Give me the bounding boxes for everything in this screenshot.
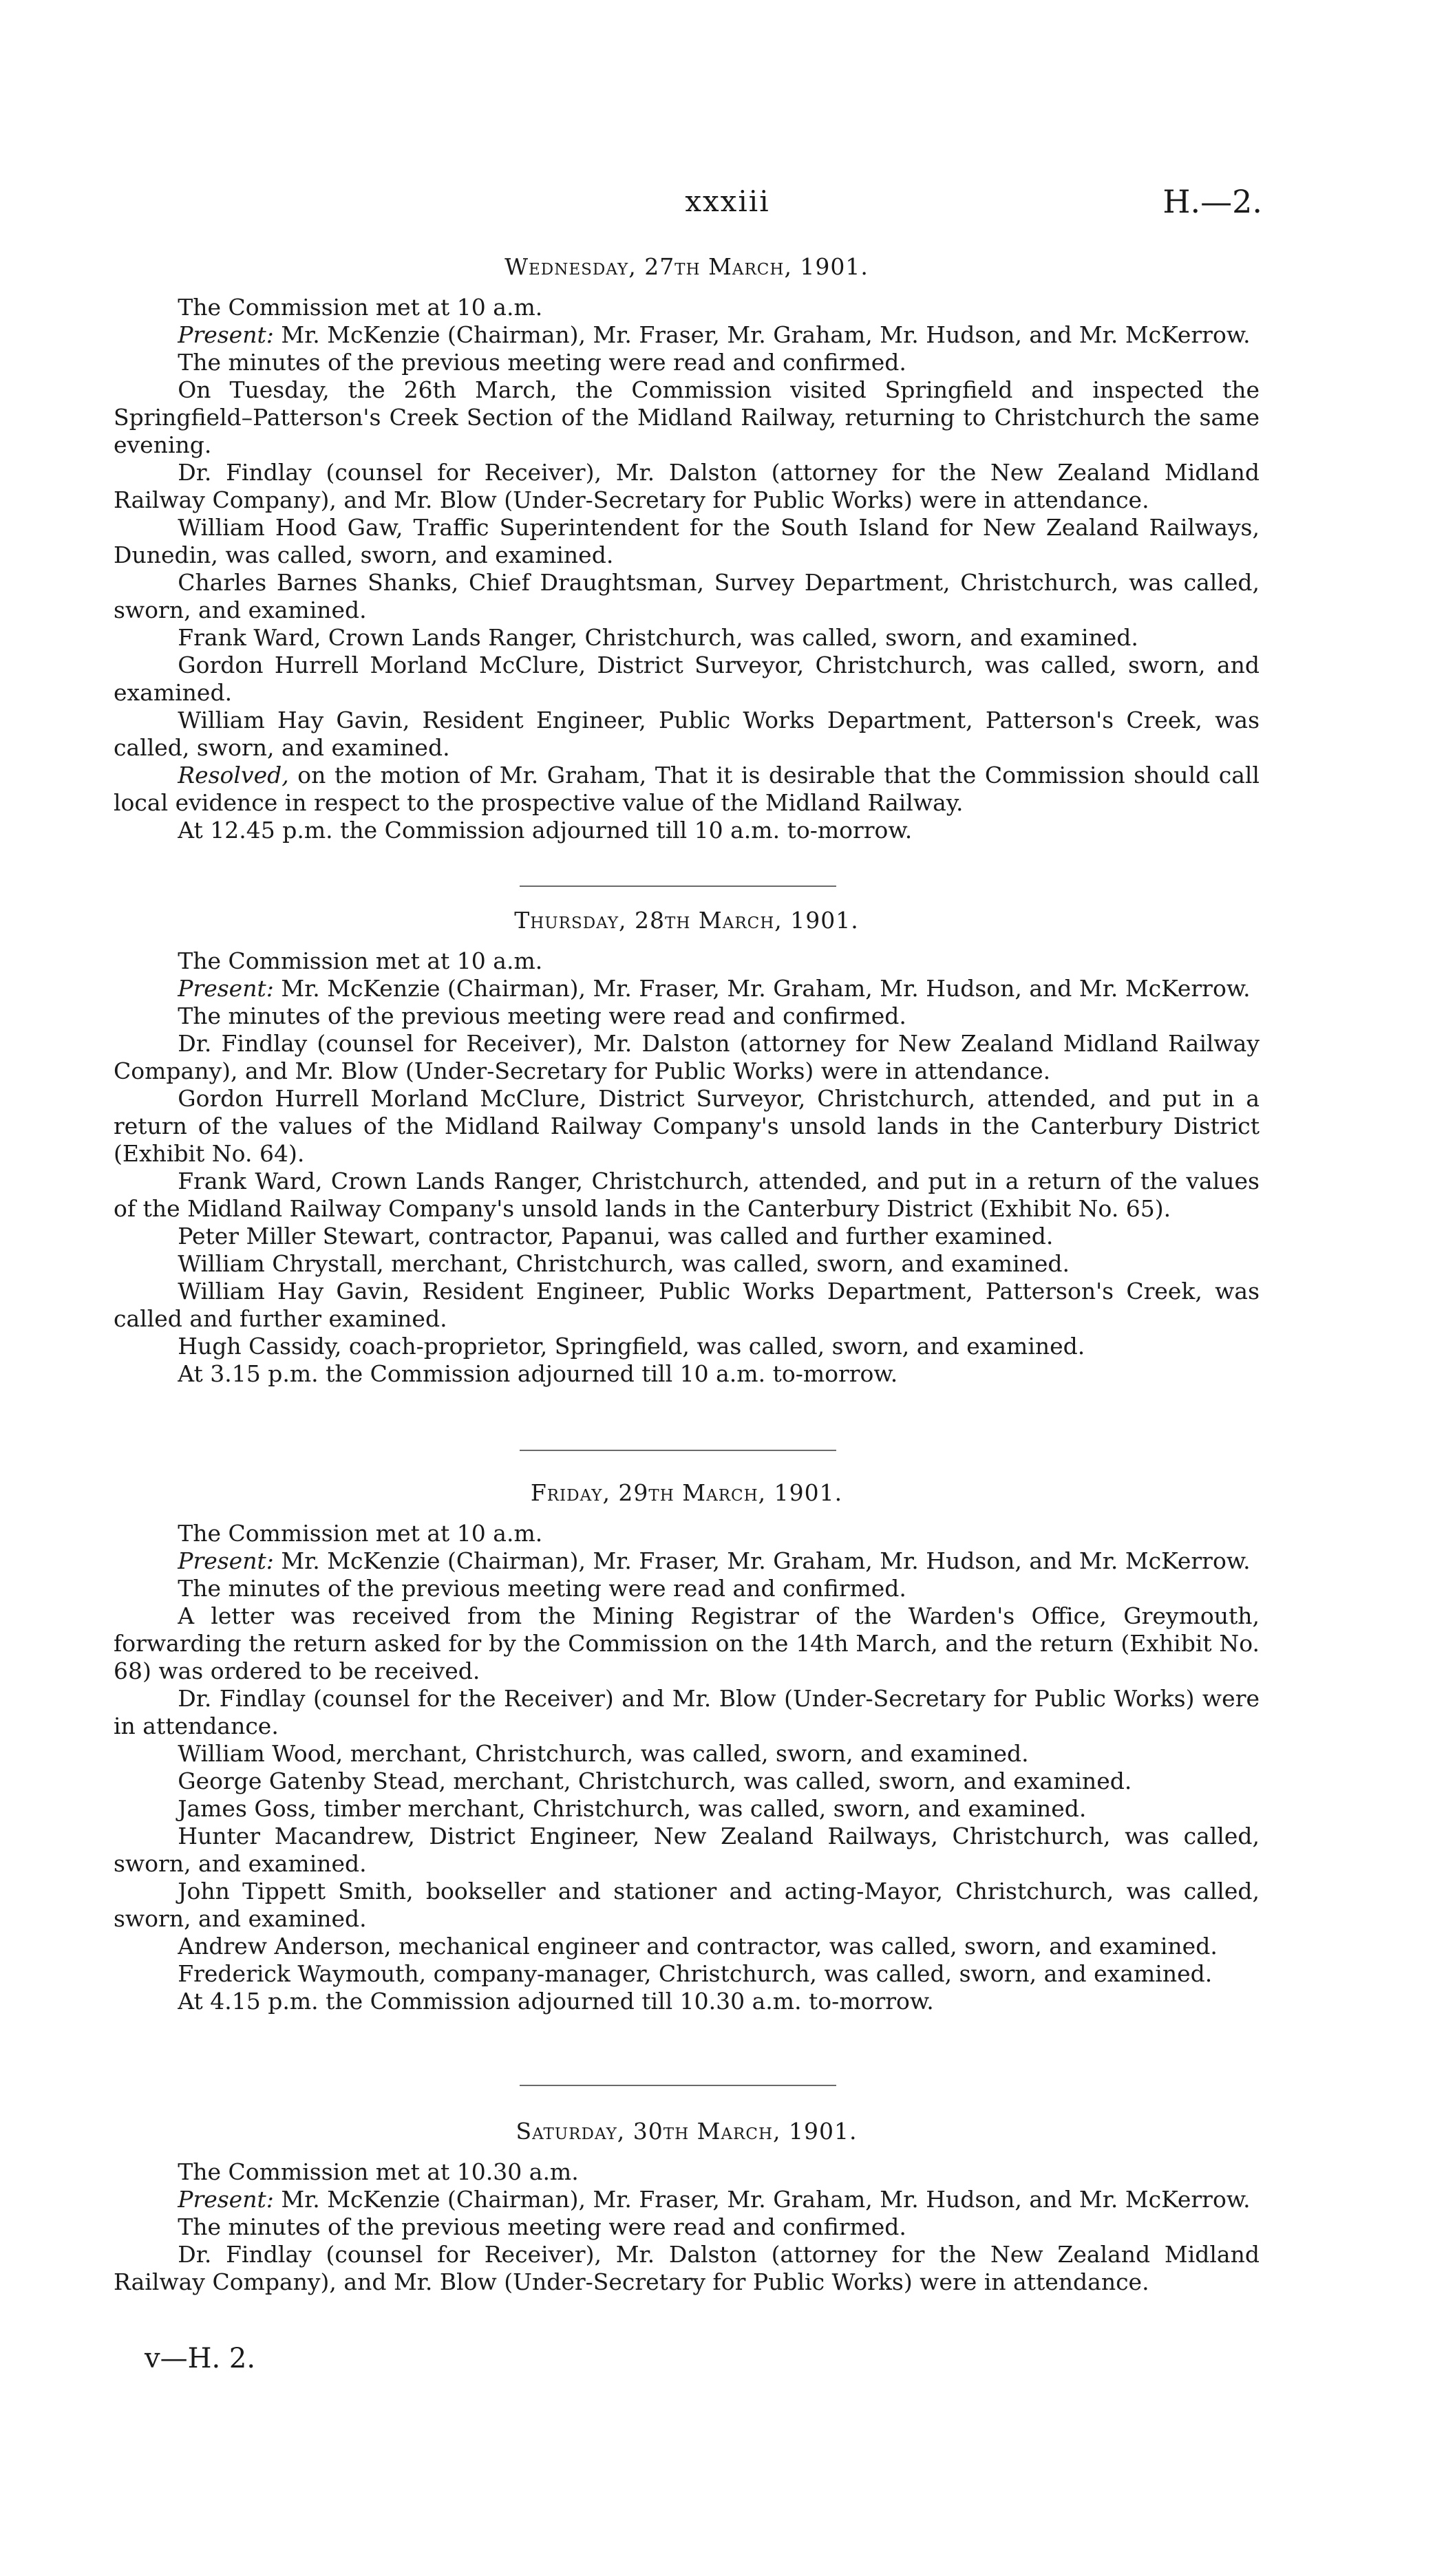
- paragraph-text: William Chrystall, merchant, Christchurch, was called, sworn, and examined.: [178, 1250, 1070, 1277]
- section-divider: [520, 1450, 836, 1451]
- paragraph-text: Hunter Macandrew, District Engineer, New Zealand Railways, Christchurch, was called, sworn, and examined.: [114, 1823, 1260, 1877]
- minutes-paragraph: [114, 652, 1260, 707]
- minutes-paragraph: [114, 1250, 1260, 1278]
- paragraph-text: On Tuesday, the 26th March, the Commission visited Springfield and inspected the Springfield–Patterson's Creek Section of the Midland Railway, returning to Christchurch the same evening.: [114, 376, 1260, 458]
- paragraph-text: Mr. McKenzie (Chairman), Mr. Fraser, Mr. Graham, Mr. Hudson, and Mr. McKerrow.: [273, 321, 1251, 348]
- minutes-section-saturday: [114, 2118, 1260, 2296]
- paragraph-text: James Goss, timber merchant, Christchurch, was called, sworn, and examined.: [178, 1795, 1087, 1822]
- minutes-paragraph: [114, 975, 1260, 1002]
- minutes-paragraph: [114, 1002, 1260, 1030]
- minutes-paragraph: [114, 1223, 1260, 1250]
- paragraph-text: Mr. McKenzie (Chairman), Mr. Fraser, Mr. Graham, Mr. Hudson, and Mr. McKerrow.: [273, 975, 1251, 1002]
- minutes-paragraph: [114, 294, 1260, 321]
- section-date: Wednesday, 27th March, 1901.: [505, 253, 869, 280]
- paragraph-label: Resolved,: [178, 762, 289, 788]
- minutes-paragraph: [114, 1333, 1260, 1360]
- paragraph-text: The Commission met at 10.30 a.m.: [178, 2158, 579, 2185]
- section-paragraphs: [114, 294, 1260, 844]
- minutes-paragraph: [114, 1520, 1260, 1547]
- minutes-paragraph: [114, 459, 1260, 514]
- minutes-paragraph: [114, 2186, 1260, 2213]
- minutes-paragraph: [114, 1768, 1260, 1795]
- paragraph-text: Mr. McKenzie (Chairman), Mr. Fraser, Mr. Graham, Mr. Hudson, and Mr. McKerrow.: [273, 2186, 1251, 2213]
- paragraph-label: Present:: [178, 321, 274, 348]
- paragraph-text: The minutes of the previous meeting were read and confirmed.: [178, 1575, 906, 1602]
- paragraph-text: on the motion of Mr. Graham, That it is desirable that the Commission should call local evidence in respect to the prospective value of the Midland Railway.: [114, 762, 1260, 816]
- minutes-paragraph: [114, 2158, 1260, 2186]
- paragraph-text: Peter Miller Stewart, contractor, Papanui, was called and further examined.: [178, 1223, 1054, 1249]
- paragraph-text: The minutes of the previous meeting were read and confirmed.: [178, 2213, 906, 2240]
- section-paragraphs: [114, 947, 1260, 1388]
- paragraph-text: William Wood, merchant, Christchurch, was called, sworn, and examined.: [178, 1740, 1029, 1767]
- minutes-paragraph: [114, 1360, 1260, 1388]
- minutes-paragraph: [114, 1823, 1260, 1878]
- section-paragraphs: [114, 1520, 1260, 2015]
- paragraph-text: At 3.15 p.m. the Commission adjourned till 10 a.m. to-morrow.: [178, 1360, 898, 1387]
- section-date: Thursday, 28th March, 1901.: [514, 907, 859, 934]
- paragraph-text: William Hay Gavin, Resident Engineer, Public Works Department, Patterson's Creek, was called, sworn, and examined.: [114, 707, 1260, 761]
- paragraph-label: Present:: [178, 2186, 274, 2213]
- minutes-paragraph: [114, 1878, 1260, 1933]
- minutes-paragraph: [114, 1602, 1260, 1685]
- minutes-paragraph: [114, 569, 1260, 624]
- paragraph-text: Andrew Anderson, mechanical engineer and contractor, was called, sworn, and examined.: [178, 1933, 1218, 1960]
- paragraph-text: Frank Ward, Crown Lands Ranger, Christchurch, was called, sworn, and examined.: [178, 624, 1138, 651]
- minutes-paragraph: [114, 1933, 1260, 1960]
- minutes-paragraph: [114, 947, 1260, 975]
- minutes-paragraph: [114, 321, 1260, 349]
- paragraph-text: William Hay Gavin, Resident Engineer, Public Works Department, Patterson's Creek, was called and further examined.: [114, 1278, 1260, 1332]
- minutes-paragraph: [114, 1085, 1260, 1168]
- paragraph-text: At 4.15 p.m. the Commission adjourned till 10.30 a.m. to-morrow.: [178, 1988, 934, 2015]
- section-date: Saturday, 30th March, 1901.: [516, 2118, 858, 2145]
- minutes-section-friday: [114, 1479, 1260, 2015]
- minutes-paragraph: [114, 817, 1260, 844]
- minutes-paragraph: [114, 1988, 1260, 2015]
- minutes-section-thursday: [114, 907, 1260, 1388]
- paragraph-text: Charles Barnes Shanks, Chief Draughtsman, Survey Department, Christchurch, was called, sworn, and examined.: [114, 569, 1260, 623]
- section-divider: [520, 886, 836, 887]
- minutes-paragraph: [114, 762, 1260, 817]
- paragraph-text: A letter was received from the Mining Registrar of the Warden's Office, Greymouth, forwarding the return asked for by the Commission on the 14th March, and the return (Exhibit No. 68) was ordered to be received.: [114, 1602, 1260, 1684]
- signature-mark: v—H. 2.: [145, 2343, 256, 2374]
- minutes-paragraph: [114, 1795, 1260, 1823]
- minutes-paragraph: [114, 2241, 1260, 2296]
- paragraph-text: William Hood Gaw, Traffic Superintendent for the South Island for New Zealand Railways, Dunedin, was called, sworn, and examined.: [114, 514, 1260, 568]
- section-divider: [520, 2085, 836, 2086]
- paragraph-text: Dr. Findlay (counsel for Receiver), Mr. Dalston (attorney for the New Zealand Midland Railway Company), and Mr. Blow (Under-Secretary for Public Works) were in attendance.: [114, 459, 1260, 513]
- minutes-paragraph: [114, 376, 1260, 459]
- section-paragraphs: [114, 2158, 1260, 2296]
- paragraph-text: Hugh Cassidy, coach-proprietor, Springfield, was called, sworn, and examined.: [178, 1333, 1085, 1360]
- paragraph-text: The Commission met at 10 a.m.: [178, 294, 543, 321]
- paragraph-text: Gordon Hurrell Morland McClure, District Surveyor, Christchurch, was called, sworn, and examined.: [114, 652, 1260, 706]
- minutes-section-wednesday: [114, 253, 1260, 844]
- paragraph-text: At 12.45 p.m. the Commission adjourned till 10 a.m. to-morrow.: [178, 817, 913, 844]
- paragraph-text: Frank Ward, Crown Lands Ranger, Christchurch, attended, and put in a return of the values of the Midland Railway Company's unsold lands in the Canterbury District (Exhibit No. 65).: [114, 1168, 1260, 1222]
- paragraph-text: The Commission met at 10 a.m.: [178, 947, 543, 974]
- paragraph-text: The minutes of the previous meeting were read and confirmed.: [178, 349, 906, 376]
- minutes-paragraph: [114, 2213, 1260, 2241]
- minutes-paragraph: [114, 349, 1260, 376]
- minutes-paragraph: [114, 707, 1260, 762]
- minutes-paragraph: [114, 1168, 1260, 1223]
- section-date: Friday, 29th March, 1901.: [530, 1479, 843, 1506]
- page-number: xxxiii: [685, 184, 770, 218]
- minutes-paragraph: [114, 1575, 1260, 1602]
- paragraph-label: Present:: [178, 975, 274, 1002]
- paragraph-text: The minutes of the previous meeting were read and confirmed.: [178, 1002, 906, 1029]
- minutes-paragraph: [114, 1278, 1260, 1333]
- paragraph-text: The Commission met at 10 a.m.: [178, 1520, 543, 1547]
- minutes-paragraph: [114, 514, 1260, 569]
- minutes-paragraph: [114, 1030, 1260, 1085]
- paragraph-text: George Gatenby Stead, merchant, Christchurch, was called, sworn, and examined.: [178, 1768, 1132, 1794]
- minutes-paragraph: [114, 1740, 1260, 1768]
- minutes-paragraph: [114, 1547, 1260, 1575]
- minutes-paragraph: [114, 624, 1260, 652]
- paragraph-label: Present:: [178, 1547, 274, 1574]
- paragraph-text: Mr. McKenzie (Chairman), Mr. Fraser, Mr. Graham, Mr. Hudson, and Mr. McKerrow.: [273, 1547, 1251, 1574]
- paragraph-text: Dr. Findlay (counsel for Receiver), Mr. Dalston (attorney for New Zealand Midland Railway Company), and Mr. Blow (Under-Secretary for Public Works) were in attendance.: [114, 1030, 1260, 1084]
- minutes-paragraph: [114, 1960, 1260, 1988]
- paragraph-text: John Tippett Smith, bookseller and stationer and acting-Mayor, Christchurch, was called, sworn, and examined.: [114, 1878, 1260, 1932]
- paragraph-text: Gordon Hurrell Morland McClure, District Surveyor, Christchurch, attended, and put in a return of the values of the Midland Railway Company's unsold lands in the Canterbury District (Exhibit No. 64).: [114, 1085, 1260, 1167]
- paragraph-text: Frederick Waymouth, company-manager, Christchurch, was called, sworn, and examined.: [178, 1960, 1213, 1987]
- paragraph-text: Dr. Findlay (counsel for the Receiver) and Mr. Blow (Under-Secretary for Public Works) were in attendance.: [114, 1685, 1260, 1739]
- minutes-paragraph: [114, 1685, 1260, 1740]
- paragraph-text: Dr. Findlay (counsel for Receiver), Mr. Dalston (attorney for the New Zealand Midland Railway Company), and Mr. Blow (Under-Secretary for Public Works) were in attendance.: [114, 2241, 1260, 2295]
- document-reference: H.—2.: [1162, 183, 1262, 220]
